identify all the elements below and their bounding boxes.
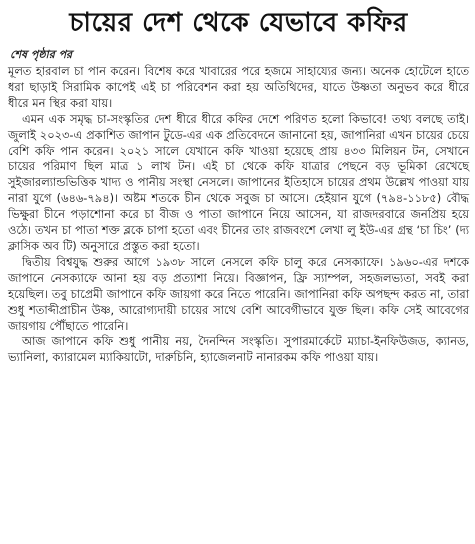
article-paragraph-1: মূলত হারবাল চা পান করেন। বিশেষ করে খাবারের পরে হজমে সাহায্যের জন্য। অনেক হোটেলে হাতে ধরা ছাড়াই সিরামিক কাপেই এই চা পরিবেশন করা হয় অতিথিদের, যাতে উষ্ণতা অনুভব করে ধীরে ধীরে মন স্থির করা যায়। xyxy=(8,64,469,110)
article-paragraph-2: এমন এক সমৃদ্ধ চা-সংস্কৃতির দেশ ধীরে ধীরে কফির দেশে পরিণত হলো কিভাবে! তথ্য বলছে তাই। জুলাই ২০২৩-এ প্রকাশিত জাপান টুডে-এর এক প্রতিবেদনে জানানো হয়, জাপানিরা এখন চায়ের চেয়ে বেশি কফি পান করেন। ২০২১ সালে যেখানে কফি খাওয়া হয়েছে প্রায় ৪৩৩ মিলিয়ন টন, সেখানে চায়ের পরিমাণ ছিল মাত্র ১ লাখ টন। এই চা থেকে কফি যাত্রার পেছনে বড় ভূমিকা রেখেছে সুইজারল্যান্ডভিত্তিক খাদ্য ও পানীয় সংস্থা নেসলে। জাপানের ইতিহাসে চায়ের প্রথম উল্লেখ পাওয়া যায় নারা যুগে (৬৪৬-৭৯৪)। অষ্টম শতকে চীন থেকে সবুজ চা আসে। হেইয়ান যুগে (৭৯৪-১১৮৫) বৌদ্ধ ভিক্ষুরা চীনে পড়াশোনা করে চা বীজ ও পাতা জাপানে নিয়ে আসেন, যা রাজদরবারে জনপ্রিয় হয়ে ওঠে। তখন চা পাতা শক্ত ব্লকে চাপা হতো এবং চীনের তাং রাজবংশে লেখা লু ইউ-এর গ্রন্থ ‘চা চিং’ (দ্য ক্লাসিক অব টি) অনুসারে প্রস্তুত করা হতো। xyxy=(8,111,469,253)
article-paragraph-4: আজ জাপানে কফি শুধু পানীয় নয়, দৈনন্দিন সংস্কৃতি। সুপারমার্কেটে ম্যাচা-ইনফিউজড, ক্যানড, ভ্যানিলা, ক্যারামেল ম্যাকিয়াটো, দারুচিনি, হ্যাজেলনাট নানারকম কফি পাওয়া যায়। xyxy=(8,334,469,365)
continued-from-label: শেষ পৃষ্ঠার পর xyxy=(10,48,73,61)
article-headline: চায়ের দেশ থেকে যেভাবে কফির xyxy=(69,8,408,38)
article-paragraph-3: দ্বিতীয় বিশ্বযুদ্ধ শুরুর আগে ১৯৩৮ সালে নেসলে কফি চালু করে নেসক্যাফে। ১৯৬০-এর দশকে জাপানে নেসক্যাফে আনা হয় বড় প্রত্যাশা নিয়ে। বিজ্ঞাপন, ফ্রি স্যাম্পল, সহজলভ্যতা, সবই করা হয়েছিল। তবু চাপ্রেমী জাপানে কফি জায়গা করে নিতে পারেনি। জাপানিরা কফি অপছন্দ করত না, তারা শুধু শতাব্দীপ্রাচীন উষ্ণ, আরোগ্যদায়ী চায়ের সাথে বেশি আবেগীভাবে যুক্ত ছিল। কফি সেই আবেগের জায়গায় পৌঁছাতে পারেনি। xyxy=(8,254,469,333)
